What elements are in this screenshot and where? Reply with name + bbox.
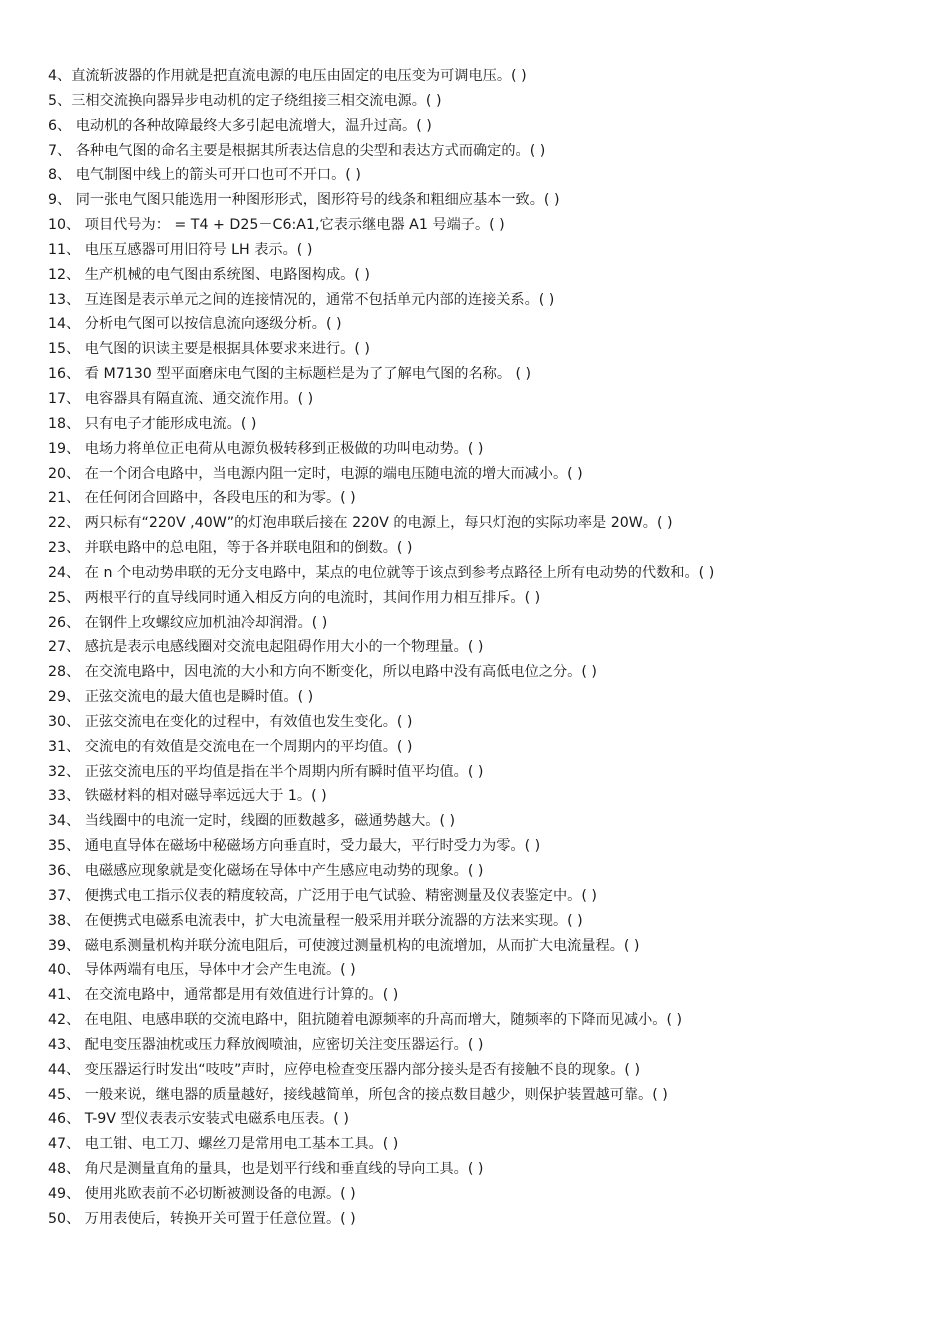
question-number: 27、 <box>48 639 81 656</box>
question-item <box>48 834 928 859</box>
question-text: 并联电路中的总电阻，等于各并联电阻和的倒数。( ) <box>80 540 413 557</box>
question-text: 在任何闭合回路中，各段电压的和为零。( ) <box>80 490 356 507</box>
question-number: 42、 <box>48 1012 81 1029</box>
question-text: 电容器具有隔直流、通交流作用。( ) <box>80 390 314 407</box>
question-item <box>48 89 928 114</box>
question-item <box>48 437 928 462</box>
question-number: 26、 <box>48 614 81 631</box>
question-item <box>48 635 928 660</box>
question-text: 生产机械的电气图由系统图、电路图构成。( ) <box>80 266 370 283</box>
question-number: 32、 <box>48 763 81 780</box>
question-number: 13、 <box>48 291 81 308</box>
question-number: 43、 <box>48 1036 81 1053</box>
question-text: 互连图是表示单元之间的连接情况的，通常不包括单元内部的连接关系。( ) <box>80 291 555 308</box>
question-text: 三相交流换向器异步电动机的定子绕组接三相交流电源。( ) <box>71 92 442 109</box>
question-item <box>48 660 928 685</box>
question-text: 电场力将单位正电荷从电源负极转移到正极做的功叫电动势。( ) <box>80 440 484 457</box>
question-number: 44、 <box>48 1061 81 1078</box>
question-text: 各种电气图的命名主要是根据其所表达信息的尖型和表达方式而确定的。( ) <box>71 142 546 159</box>
question-number: 6、 <box>48 117 72 134</box>
question-text: T-9V 型仪表表示安装式电磁系电压表。( ) <box>80 1111 349 1128</box>
question-item <box>48 213 928 238</box>
question-item <box>48 685 928 710</box>
question-number: 45、 <box>48 1086 81 1103</box>
question-item <box>48 859 928 884</box>
question-text: 正弦交流电压的平均值是指在半个周期内所有瞬时值平均值。( ) <box>80 763 484 780</box>
question-number: 5、 <box>48 92 72 109</box>
question-number: 25、 <box>48 589 81 606</box>
question-item <box>48 387 928 412</box>
question-number: 15、 <box>48 341 81 358</box>
question-number: 46、 <box>48 1111 81 1128</box>
question-item <box>48 462 928 487</box>
question-item <box>48 958 928 983</box>
question-text: 直流斩波器的作用就是把直流电源的电压由固定的电压变为可调电压。( ) <box>71 68 527 84</box>
question-item <box>48 337 928 362</box>
question-number: 8、 <box>48 167 72 184</box>
question-text: 万用表使后，转换开关可置于任意位置。( ) <box>80 1210 356 1227</box>
question-item <box>48 114 928 139</box>
question-item <box>48 263 928 288</box>
question-number: 17、 <box>48 390 81 407</box>
question-number: 9、 <box>48 192 72 209</box>
question-text: 磁电系测量机构并联分流电阻后，可使渡过测量机构的电流增加，从而扩大电流量程。( ) <box>80 937 640 954</box>
question-number: 14、 <box>48 316 81 333</box>
question-text: 电工钳、电工刀、螺丝刀是常用电工基本工具。( ) <box>80 1136 399 1153</box>
question-text: 感抗是表示电感线圈对交流电起阻碍作用大小的一个物理量。( ) <box>80 639 484 656</box>
question-text: 在交流电路中，通常都是用有效值进行计算的。( ) <box>80 987 399 1004</box>
question-text: 分析电气图可以按信息流向逐级分析。( ) <box>80 316 342 333</box>
question-number: 34、 <box>48 813 81 830</box>
question-number: 24、 <box>48 564 81 581</box>
question-number: 20、 <box>48 465 81 482</box>
question-list <box>48 64 928 1232</box>
question-number: 41、 <box>48 987 81 1004</box>
question-text: 交流电的有效值是交流电在一个周期内的平均值。( ) <box>80 738 413 755</box>
question-number: 35、 <box>48 838 81 855</box>
question-number: 33、 <box>48 788 81 805</box>
question-number: 47、 <box>48 1136 81 1153</box>
question-number: 11、 <box>48 241 81 258</box>
question-text: 配电变压器油枕或压力释放阀喷油，应密切关注变压器运行。( ) <box>80 1036 484 1053</box>
question-number: 50、 <box>48 1210 81 1227</box>
question-text: 电气图的识读主要是根据具体要求来进行。( ) <box>80 341 370 358</box>
question-text: 同一张电气图只能选用一种图形形式，图形符号的线条和粗细应基本一致。( ) <box>71 192 560 209</box>
question-item <box>48 735 928 760</box>
question-text: 铁磁材料的相对磁导率远远大于 1。( ) <box>80 788 327 805</box>
question-number: 28、 <box>48 664 81 681</box>
question-text: 在一个闭合电路中，当电源内阻一定时，电源的端电压随电流的增大而减小。( ) <box>80 465 583 482</box>
question-item <box>48 288 928 313</box>
question-item <box>48 909 928 934</box>
question-text: 在钢件上攻螺纹应加机油冷却润滑。( ) <box>80 614 328 631</box>
question-item <box>48 1058 928 1083</box>
question-number: 12、 <box>48 266 81 283</box>
question-item <box>48 238 928 263</box>
question-number: 4、 <box>48 68 72 84</box>
question-item <box>48 561 928 586</box>
question-text: 导体两端有电压，导体中才会产生电流。( ) <box>80 962 356 979</box>
question-number: 36、 <box>48 863 81 879</box>
question-item <box>48 1157 928 1182</box>
question-text: 角尺是测量直角的量具，也是划平行线和垂直线的导向工具。( ) <box>80 1161 484 1178</box>
question-number: 18、 <box>48 415 81 432</box>
question-text: 两只标有“220V ,40W”的灯泡串联后接在 220V 的电源上，每只灯泡的实际功率是 20W。( ) <box>80 515 673 532</box>
question-item <box>48 64 928 89</box>
question-item <box>48 362 928 387</box>
question-item <box>48 586 928 611</box>
question-text: 在 n 个电动势串联的无分支电路中，某点的电位就等于该点到参考点路径上所有电动势的代数和。( ) <box>80 564 715 581</box>
question-item <box>48 710 928 735</box>
question-number: 10、 <box>48 217 81 234</box>
question-item <box>48 983 928 1008</box>
question-number: 48、 <box>48 1161 81 1178</box>
question-text: 只有电子才能形成电流。( ) <box>80 415 257 432</box>
question-number: 31、 <box>48 738 81 755</box>
question-item <box>48 188 928 213</box>
question-item <box>48 1083 928 1108</box>
question-number: 38、 <box>48 912 81 929</box>
question-text: 项目代号为： = T4 + D25－C6:A1,它表示继电器 A1 号端子。( ) <box>80 217 505 234</box>
question-text: 在便携式电磁系电流表中，扩大电流量程一般采用并联分流器的方法来实现。( ) <box>80 912 583 929</box>
question-number: 30、 <box>48 713 81 730</box>
question-text: 当线圈中的电流一定时，线圈的匝数越多，磁通势越大。( ) <box>80 813 456 830</box>
question-text: 正弦交流电在变化的过程中，有效值也发生变化。( ) <box>80 713 413 730</box>
question-item <box>48 312 928 337</box>
question-item <box>48 884 928 909</box>
question-item <box>48 611 928 636</box>
question-number: 22、 <box>48 515 81 532</box>
question-text: 电压互感器可用旧符号 LH 表示。( ) <box>80 241 313 258</box>
question-item <box>48 139 928 164</box>
question-number: 16、 <box>48 366 81 383</box>
question-text: 电气制图中线上的箭头可开口也可不开口。( ) <box>71 167 361 184</box>
question-item <box>48 536 928 561</box>
question-number: 40、 <box>48 962 81 979</box>
question-text: 电磁感应现象就是变化磁场在导体中产生感应电动势的现象。( ) <box>80 863 484 879</box>
question-item <box>48 934 928 959</box>
question-item <box>48 1182 928 1207</box>
question-number: 23、 <box>48 540 81 557</box>
question-text: 便携式电工指示仪表的精度较高，广泛用于电气试验、精密测量及仪表鉴定中。( ) <box>80 887 597 904</box>
question-item <box>48 1033 928 1058</box>
question-number: 37、 <box>48 887 81 904</box>
question-item <box>48 486 928 511</box>
question-item <box>48 1107 928 1132</box>
question-text: 两根平行的直导线同时通入相反方向的电流时，其间作用力相互排斥。( ) <box>80 589 541 606</box>
question-item <box>48 1207 928 1232</box>
question-item <box>48 1132 928 1157</box>
question-item <box>48 511 928 536</box>
question-item <box>48 1008 928 1033</box>
question-item <box>48 163 928 188</box>
question-number: 7、 <box>48 142 72 159</box>
question-text: 电动机的各种故障最终大多引起电流增大，温升过高。( ) <box>71 117 432 134</box>
question-item <box>48 412 928 437</box>
question-number: 21、 <box>48 490 81 507</box>
question-item <box>48 760 928 785</box>
question-text: 在电阻、电感串联的交流电路中，阻抗随着电源频率的升高而增大，随频率的下降而见减小。( ) <box>80 1012 683 1029</box>
question-item <box>48 809 928 834</box>
question-text: 使用兆欧表前不必切断被测设备的电源。( ) <box>80 1185 356 1202</box>
question-number: 19、 <box>48 440 81 457</box>
question-number: 29、 <box>48 689 81 706</box>
question-item <box>48 784 928 809</box>
question-number: 49、 <box>48 1185 81 1202</box>
question-text: 通电直导体在磁场中秘磁场方向垂直时，受力最大，平行时受力为零。( ) <box>80 838 541 855</box>
question-text: 正弦交流电的最大值也是瞬时值。( ) <box>80 689 314 706</box>
question-text: 变压器运行时发出“吱吱”声时，应停电检查变压器内部分接头是否有接触不良的现象。( ) <box>80 1061 640 1078</box>
question-text: 一般来说，继电器的质量越好，接线越简单，所包含的接点数目越少，则保护装置越可靠。( ) <box>80 1086 668 1103</box>
question-text: 看 M7130 型平面磨床电气图的主标题栏是为了了解电气图的名称。 ( ) <box>80 366 532 383</box>
question-number: 39、 <box>48 937 81 954</box>
question-text: 在交流电路中，因电流的大小和方向不断变化，所以电路中没有高低电位之分。( ) <box>80 664 597 681</box>
